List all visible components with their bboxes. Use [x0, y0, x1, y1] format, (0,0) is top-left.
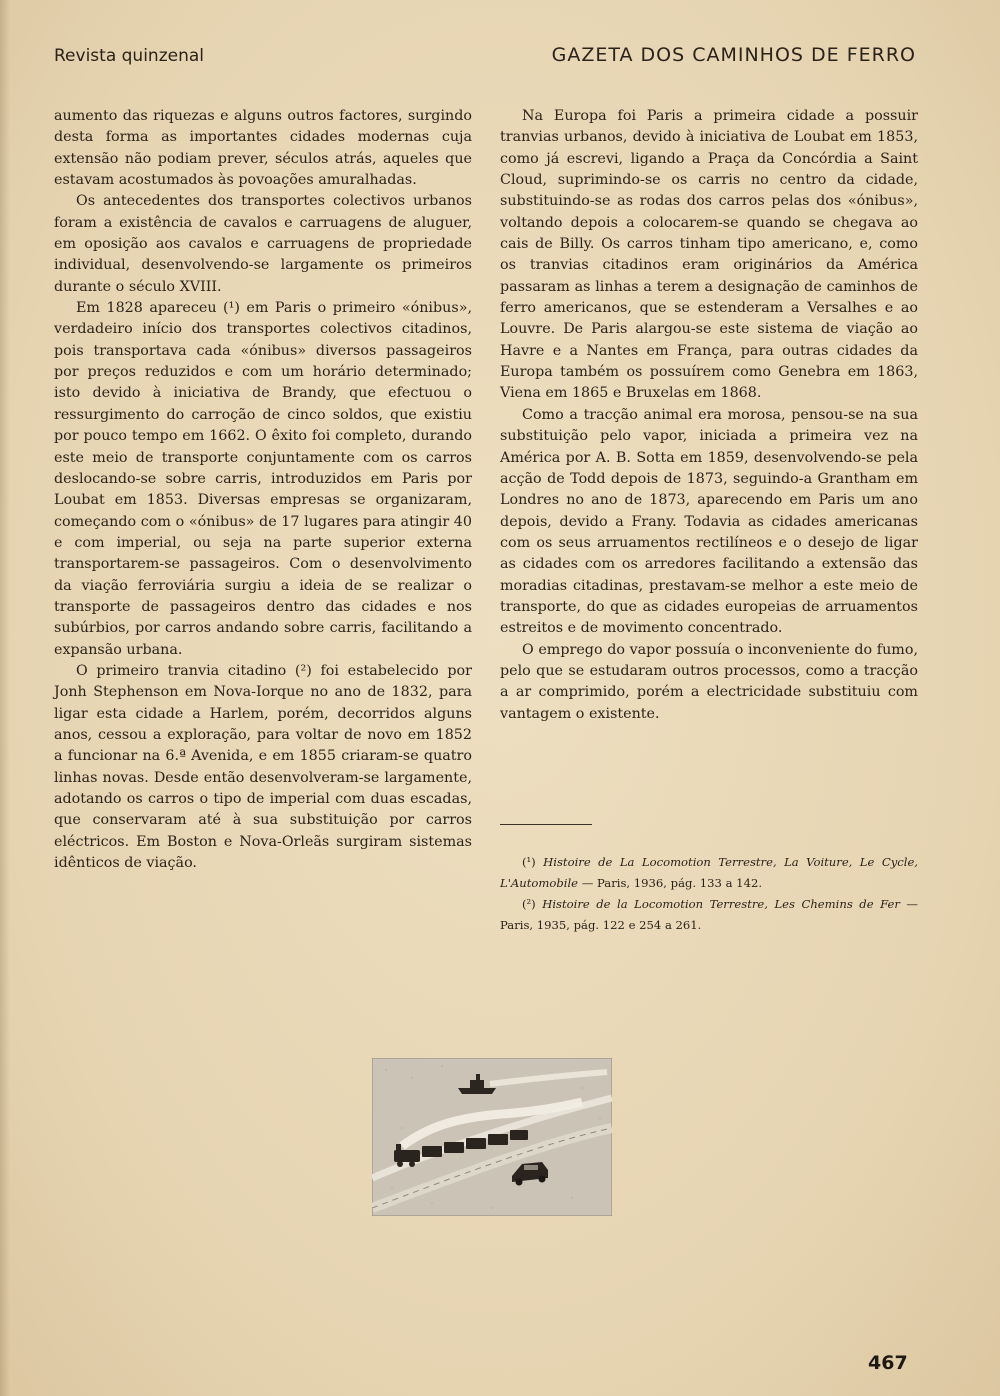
header-journal-title: GAZETA DOS CAMINHOS DE FERRO	[551, 44, 916, 66]
transport-vignette-illustration	[372, 1058, 612, 1216]
paragraph: O primeiro tranvia citadino (²) foi estabelecido por Jonh Stephenson em Nova-Iorque no ano de 1832, para ligar esta cidade a Harlem, porém, decorridos alguns anos, cessou a exploração, para voltar de novo em 1852 a funcionar na 6.ª Avenida, e em 1855 criaram-se quatro linhas novas. Desde então desenvolveram-se largamente, adotando os carros o tipo de imperial com duas escadas, que conservaram até à sua substituição por carros eléctricos. Em Boston e Nova-Orleãs surgiram sistemas idênticos de viação.	[54, 662, 472, 872]
footnote-details: — Paris, 1936, pág. 133 a 142.	[578, 876, 763, 890]
paragraph: Na Europa foi Paris a primeira cidade a possuir tranvias urbanos, devido à iniciativa de Loubat em 1853, como já escrevi, ligando a Praça da Concórdia a Saint Cloud, suprimindo-se os carris no centro da cidade, substituindo-se as rodas dos carros pelas dos «ónibus», voltando depois a colocarem-se quando se chegava ao cais de Billy. Os carros tinham tipo americano, e, como os tranvias citadinos eram originários da América passaram as linhas a terem a designação de caminhos de ferro americanos, que se estenderam a Versalhes e ao Louvre. De Paris alargou-se este sistema de viação ao Havre e a Nantes em França, para outras cidades da Europa também os possuírem como Genebra em 1863, Viena em 1865 e Bruxelas em 1868.	[500, 108, 918, 402]
page-number: 467	[868, 1352, 908, 1374]
left-text-column	[54, 106, 472, 874]
paragraph: Como a tracção animal era morosa, pensou-se na sua substituição pelo vapor, iniciada a primeira vez na América por A. B. Sotta em 1859, desenvolvendo-se pela acção de Todd depois de 1873, seguindo-a Grantham em Londres no ano de 1873, aparecendo em Paris um ano depois, devido a Frany. Todavia as cidades americanas com os seus arruamentos rectilíneos e o desejo de ligar as cidades com os arredores facilitando a extensão das moradias citadinas, prestavam-se melhor a este meio de transporte, do que as cidades europeias de arruamentos estreitos e de movimento concentrado.	[500, 406, 918, 637]
header-publication-frequency: Revista quinzenal	[54, 46, 204, 66]
paragraph: Em 1828 apareceu (¹) em Paris o primeiro «ónibus», verdadeiro início dos transportes colectivos citadinos, pois transportava cada «ónibus» diversos passageiros por preços reduzidos e com um horário determinado; isto devido à iniciativa de Brandy, que efectuou o ressurgimento do carroção de cinco soldos, que existiu por pouco tempo em 1662. O êxito foi completo, durando este meio de transporte conjuntamente com os carros deslocando-se sobre carris, introduzidos em Paris por Loubat em 1853. Diversas empresas se organizaram, começando com o «ónibus» de 17 lugares para atingir 40 e com imperial, ou seja na parte superior externa transportarem-se passageiros. Com o desenvolvimento da viação ferroviária surgiu a ideia de se realizar o transporte de passageiros dentro das cidades e nos subúrbios, por carros andando sobre carris, facilitando a expansão urbana.	[54, 300, 472, 658]
footnotes	[500, 852, 918, 936]
footnote-separator-rule	[500, 824, 592, 825]
footnote-details: — Paris, 1935, pág. 122 e 254 a 261.	[500, 897, 919, 932]
page-spine-shadow	[0, 0, 10, 1396]
paragraph: Os antecedentes dos transportes colectivos urbanos foram a existência de cavalos e carruagens de aluguer, em oposição aos cavalos e carruagens de propriedade individual, desenvolvendo-se largamente os primeiros durante o século XVIII.	[54, 193, 472, 295]
right-text-column	[500, 106, 918, 725]
footnote-title: Histoire de La Locomotion Terrestre, La Voiture, Le Cycle, L'Automobile	[500, 855, 918, 890]
footnote-marker: (²)	[522, 897, 536, 911]
paragraph: O emprego do vapor possuía o inconveniente do fumo, pelo que se estudaram outros processos, como a tracção a ar comprimido, porém a electricidade substituiu com vantagem o existente.	[500, 641, 918, 722]
footnote	[500, 852, 918, 894]
footnote-title: Histoire de la Locomotion Terrestre, Les Chemins de Fer	[542, 897, 900, 911]
footnote-marker: (¹)	[522, 855, 536, 869]
paragraph: aumento das riquezas e alguns outros factores, surgindo desta forma as importantes cidades modernas cuja extensão não podiam prever, séculos atrás, aqueles que estavam acostumados às povoações amuralhadas.	[54, 108, 472, 189]
footnote	[500, 894, 918, 936]
